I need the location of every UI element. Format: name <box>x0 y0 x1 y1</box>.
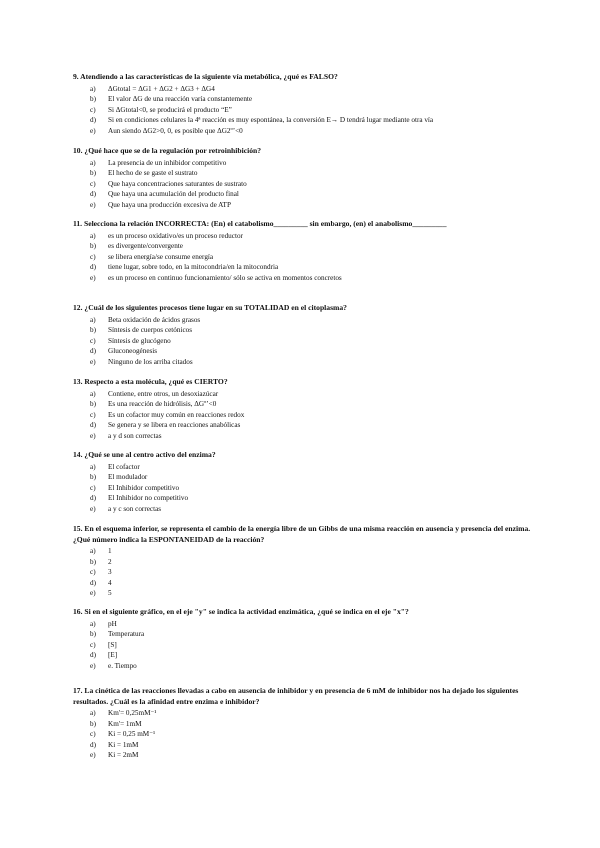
question-title: 10. ¿Qué hace que se de la regulación por retroinhibición? <box>73 146 262 155</box>
answer-option <box>73 262 533 273</box>
option-text: Ninguno de los arriba citados <box>108 357 193 366</box>
question-14 <box>73 450 533 514</box>
question-9 <box>73 72 533 136</box>
option-text: es un proceso oxidativo/es un proceso reductor <box>108 231 243 240</box>
answer-option <box>73 336 533 347</box>
answer-option <box>73 84 533 95</box>
option-text: La presencia de un inhibidor competitivo <box>108 158 227 167</box>
option-letter: d) <box>90 651 96 659</box>
answer-option <box>73 126 533 137</box>
answer-option <box>73 420 533 431</box>
answer-option <box>73 472 533 483</box>
question-13 <box>73 377 533 441</box>
option-text: Ki = 1mM <box>108 740 139 749</box>
option-text: a y d son correctas <box>108 431 162 440</box>
answer-option <box>73 94 533 105</box>
answer-option <box>73 729 533 740</box>
answer-option <box>73 179 533 190</box>
option-text: Que haya una acumulación del producto final <box>108 190 239 198</box>
answer-option <box>73 231 533 242</box>
option-text: se libera energía/se consume energía <box>108 252 214 261</box>
answer-option <box>73 315 533 326</box>
option-letter: e) <box>90 504 96 513</box>
option-letter: d) <box>90 578 96 587</box>
option-text: e. Tiempo <box>108 661 137 670</box>
answer-option <box>73 483 533 494</box>
option-text: El modulador <box>108 473 148 481</box>
question-16 <box>73 607 533 671</box>
option-letter: c) <box>90 105 96 114</box>
answer-option <box>73 708 533 719</box>
option-text: 4 <box>108 578 112 587</box>
option-text: Contiene, entre otros, un desoxiazúcar <box>108 389 219 398</box>
question-title: 12. ¿Cuál de los siguientes procesos tiene lugar en su TOTALIDAD en el citoplasma? <box>73 303 347 312</box>
option-letter: c) <box>90 336 96 345</box>
answer-option <box>73 357 533 368</box>
option-text: Es una reacción de hidrólisis, ΔGº’<0 <box>108 400 217 408</box>
answer-option <box>73 640 533 651</box>
question-title: 14. ¿Qué se une al centro activo del enzima? <box>73 450 216 459</box>
option-letter: a) <box>90 231 96 240</box>
option-letter: e) <box>90 751 96 759</box>
option-text: 3 <box>108 568 112 576</box>
option-text: [E] <box>108 651 118 659</box>
option-letter: c) <box>90 483 96 492</box>
option-text: El hecho de se gaste el sustrato <box>108 169 198 177</box>
option-letter: e) <box>90 661 96 670</box>
question-title: 17. La cinética de las reacciones llevadas a cabo en ausencia de inhibidor y en presencia de 6 mM de inhibidor nos ha dejado los siguientes resultados. ¿Cuál es la afinidad entre enzima e inhibidor? <box>73 686 519 706</box>
option-letter: b) <box>90 242 96 250</box>
answer-option <box>73 578 533 589</box>
option-text: Km'= 1mM <box>108 719 142 728</box>
answer-option <box>73 410 533 421</box>
option-letter: d) <box>90 116 96 124</box>
option-text: 5 <box>108 589 112 597</box>
option-text: Ki = 0,25 mM⁻¹ <box>108 730 156 738</box>
option-text: a y c son correctas <box>108 504 162 513</box>
option-text: Gluconeogénesis <box>108 347 158 355</box>
option-text: El Inhibidor competitivo <box>108 483 180 492</box>
option-text: 1 <box>108 547 112 555</box>
question-title: 9. Atendiendo a las características de la siguiente vía metabólica, ¿qué es FALSO? <box>73 72 338 81</box>
answer-option <box>73 168 533 179</box>
answer-option <box>73 504 533 515</box>
answer-option <box>73 399 533 410</box>
option-letter: a) <box>90 158 96 167</box>
answer-option <box>73 557 533 568</box>
answer-option <box>73 650 533 661</box>
option-letter: b) <box>90 630 96 638</box>
answer-option <box>73 750 533 761</box>
option-letter: e) <box>90 273 96 282</box>
option-letter: c) <box>90 179 96 188</box>
option-letter: c) <box>90 640 96 649</box>
option-letter: a) <box>90 389 96 398</box>
answer-option <box>73 158 533 169</box>
answer-option <box>73 189 533 200</box>
option-text: Si ΔGtotal<0, se producirá el producto “E” <box>108 105 232 114</box>
answer-option <box>73 241 533 252</box>
option-letter: d) <box>90 421 96 429</box>
option-text: Se genera y se libera en reacciones anabólicas <box>108 421 241 429</box>
option-letter: a) <box>90 709 96 717</box>
answer-option <box>73 325 533 336</box>
answer-option <box>73 588 533 599</box>
option-text: Síntesis de glucógeno <box>108 336 171 345</box>
option-letter: e) <box>90 126 96 135</box>
option-letter: d) <box>90 263 96 271</box>
option-letter: d) <box>90 190 96 198</box>
option-letter: a) <box>90 547 96 555</box>
option-letter: e) <box>90 589 96 597</box>
option-letter: b) <box>90 326 96 334</box>
question-17 <box>73 686 533 761</box>
answer-option <box>73 546 533 557</box>
answer-option <box>73 567 533 578</box>
option-text: Km'= 0,25mM⁻¹ <box>108 709 157 717</box>
option-text: Es un cofactor muy común en reacciones redox <box>108 410 245 419</box>
option-text: El Inhibidor no competitivo <box>108 494 189 502</box>
option-text: Que haya concentraciones saturantes de sustrato <box>108 179 247 188</box>
answer-option <box>73 661 533 672</box>
option-letter: c) <box>90 730 96 738</box>
option-letter: a) <box>90 315 96 324</box>
answer-option <box>73 105 533 116</box>
option-text: Ki = 2mM <box>108 751 139 759</box>
option-letter: d) <box>90 494 96 502</box>
option-letter: e) <box>90 431 96 440</box>
option-text: [S] <box>108 640 117 649</box>
answer-option <box>73 200 533 211</box>
answer-option <box>73 619 533 630</box>
question-title: 11. Selecciona la relación INCORRECTA: (En) el catabolismo_________ sin embargo, (en) el anabolismo_________ <box>73 219 447 228</box>
option-text: es un proceso en continuo funcionamiento/ sólo se activa en momentos concretos <box>108 273 342 282</box>
option-text: Si en condiciones celulares la 4ª reacción es muy espontánea, la conversión E→ D tendrá lugar mediante otra vía <box>108 116 434 124</box>
question-title: 13. Respecto a esta molécula, ¿qué es CIERTO? <box>73 377 228 386</box>
option-letter: b) <box>90 95 96 103</box>
option-letter: e) <box>90 200 96 209</box>
option-text: 2 <box>108 557 112 566</box>
option-letter: b) <box>90 557 96 566</box>
answer-option <box>73 389 533 400</box>
option-text: ΔGtotal = ΔG1 + ΔG2 + ΔG3 + ΔG4 <box>108 84 215 93</box>
option-letter: b) <box>90 473 96 481</box>
option-letter: d) <box>90 740 96 749</box>
option-text: pH <box>108 619 117 628</box>
question-11 <box>73 219 533 283</box>
question-12 <box>73 303 533 367</box>
answer-option <box>73 273 533 284</box>
option-letter: b) <box>90 169 96 177</box>
option-text: Aun siendo ΔG2>0, 0, es posible que ΔG2º’<0 <box>108 126 243 135</box>
option-letter: a) <box>90 84 96 93</box>
answer-option <box>73 462 533 473</box>
answer-option <box>73 629 533 640</box>
answer-option <box>73 740 533 751</box>
option-text: Síntesis de cuerpos cetónicos <box>108 326 193 334</box>
option-letter: a) <box>90 619 96 628</box>
answer-option <box>73 493 533 504</box>
option-letter: c) <box>90 252 96 261</box>
option-letter: c) <box>90 568 96 576</box>
option-text: tiene lugar, sobre todo, en la mitocondria/en la mitocondria <box>108 263 279 271</box>
question-10 <box>73 146 533 210</box>
option-letter: c) <box>90 410 96 419</box>
answer-option <box>73 431 533 442</box>
option-text: El cofactor <box>108 462 140 471</box>
option-letter: b) <box>90 400 96 408</box>
question-15 <box>73 524 533 599</box>
answer-option <box>73 115 533 126</box>
option-letter: b) <box>90 719 96 728</box>
question-title: 15. En el esquema inferior, se representa el cambio de la energía libre de un Gibbs de una misma reacción en ausencia y presencia del enzima. ¿Qué número indica la ESPONTANEIDAD de la reacción? <box>73 524 531 544</box>
option-letter: d) <box>90 347 96 355</box>
option-letter: e) <box>90 357 96 366</box>
option-text: Que haya una producción excesiva de ATP <box>108 200 231 209</box>
option-text: El valor ΔG de una reacción varía constantemente <box>108 95 253 103</box>
answer-option <box>73 346 533 357</box>
answer-option <box>73 252 533 263</box>
option-text: es divergente/convergente <box>108 242 183 250</box>
option-letter: a) <box>90 462 96 471</box>
option-text: Temperatura <box>108 630 145 638</box>
option-text: Beta oxidación de ácidos grasos <box>108 315 201 324</box>
answer-option <box>73 719 533 730</box>
question-title: 16. Si en el siguiente gráfico, en el eje "y" se indica la actividad enzimática, ¿qué se indica en el eje "x"? <box>73 607 409 616</box>
